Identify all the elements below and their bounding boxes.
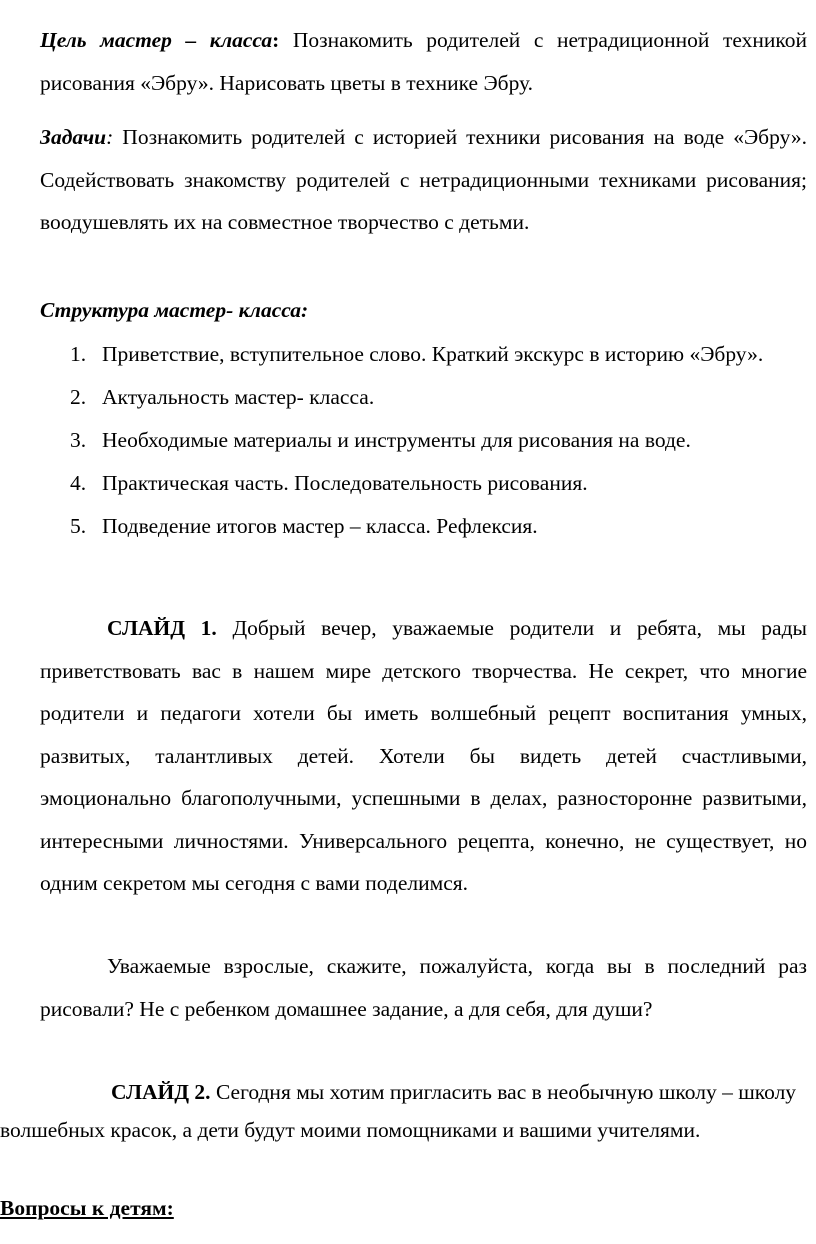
list-item-number: 1. <box>70 342 87 366</box>
list-item-text: Приветствие, вступительное слово. Краткий экскурс в историю «Эбру». <box>102 342 764 366</box>
structure-list <box>60 340 780 555</box>
tasks-text: Познакомить родителей с историей техники рисования на воде «Эбру». Содействовать знакомству родителей с нетрадиционными техниками рисования; воодушевлять их на совместное творчество с детьми. <box>40 125 807 234</box>
list-item-number: 2. <box>70 385 87 409</box>
structure-heading: Структура мастер- класса: <box>40 298 309 322</box>
goal-text: Познакомить родителей с нетрадиционной техникой рисования «Эбру». Нарисовать цветы в технике Эбру. <box>40 28 808 95</box>
tasks-colon: : <box>106 125 114 149</box>
tasks-label: Задачи <box>40 125 107 149</box>
list-item <box>60 426 780 454</box>
list-item-number: 4. <box>70 471 87 495</box>
list-item-number: 5. <box>70 514 87 538</box>
list-item-text: Необходимые материалы и инструменты для рисования на воде. <box>102 428 691 452</box>
list-item-text: Подведение итогов мастер – класса. Рефлексия. <box>102 514 538 538</box>
slide1-question: Уважаемые взрослые, скажите, пожалуйста, когда вы в последний раз рисовали? Не с ребенком домашнее задание, а для себя, для души? <box>40 954 807 1021</box>
questions-heading: Вопросы к детям: <box>0 1196 174 1220</box>
list-item <box>60 469 780 497</box>
goal-colon: : <box>272 28 280 52</box>
list-item <box>60 512 780 540</box>
slide1-text: Добрый вечер, уважаемые родители и ребята, мы рады приветствовать вас в нашем мире детского творчества. Не секрет, что многие родители и педагоги хотели бы иметь волшебный рецепт воспитания умных, развитых, талантливых детей. Хотели бы видеть детей счастливыми, эмоционально благополучными, успешными в делах, разносторонне развитыми, интересными личностями. Универсального рецепта, конечно, не существует, но одним секретом мы сегодня с вами поделимся. <box>40 616 807 895</box>
slide1-paragraph <box>40 607 807 905</box>
list-item-text: Актуальность мастер- класса. <box>102 385 375 409</box>
list-item <box>60 340 780 368</box>
goal-label: Цель мастер – класса <box>40 28 273 52</box>
slide1-label: СЛАЙД 1. <box>107 616 217 640</box>
goal-paragraph <box>40 19 807 104</box>
list-item <box>60 383 780 411</box>
list-item-number: 3. <box>70 428 87 452</box>
tasks-paragraph <box>40 116 807 244</box>
slide2-text: Сегодня мы хотим пригласить вас в необычную школу – школу волшебных красок, а дети будут моими помощниками и вашими учителями. <box>0 1080 797 1142</box>
slide2-paragraph <box>0 1073 810 1149</box>
list-item-text: Практическая часть. Последовательность рисования. <box>102 471 588 495</box>
slide2-label: СЛАЙД 2. <box>111 1080 211 1104</box>
